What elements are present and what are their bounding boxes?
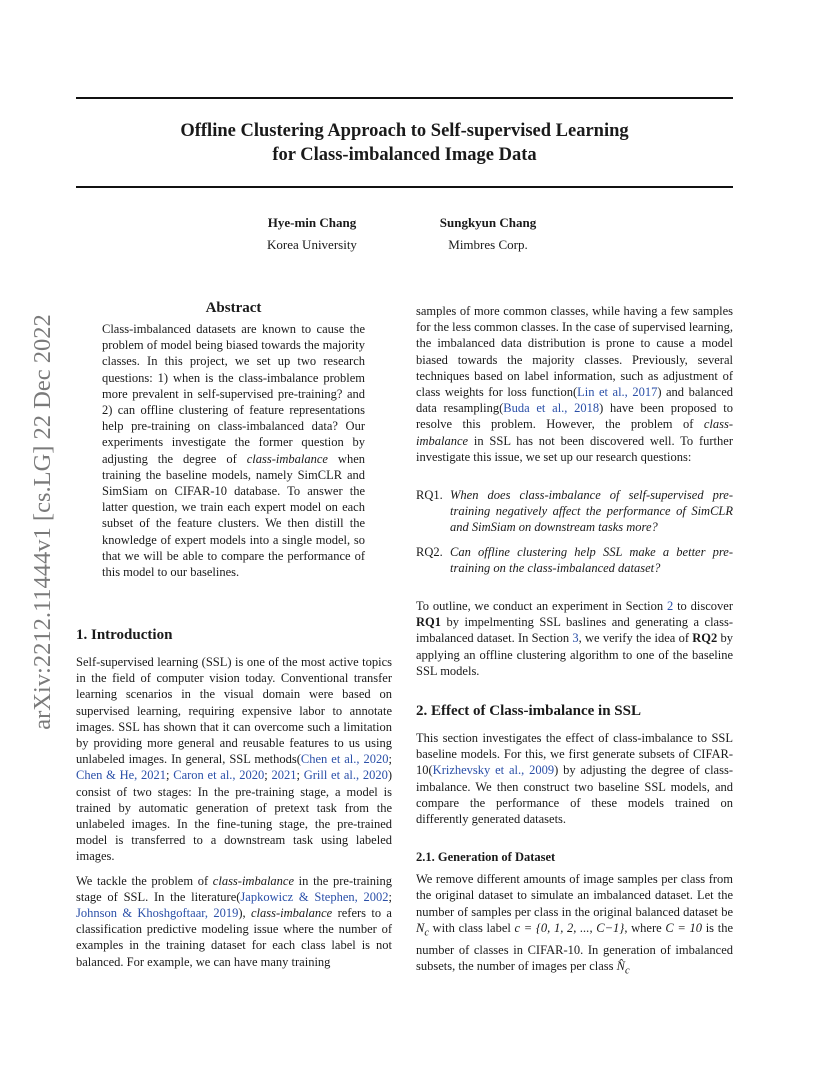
section-ref-link[interactable]: 3 <box>572 631 579 646</box>
author-affiliation: Mimbres Corp. <box>448 237 528 252</box>
intro-paragraph-1: Self-supervised learning (SSL) is one of the most active topics in the field of computer vision today. Conventional transfer learning scenarios in the visual domain were based on supervised learning, requiring expensive labor to annotate images. SSL has shown that it can overcome such a limitation by providing more general and reusable features to us using unlabeled images. In general, SSL methods(Chen et al., 2020; Chen & He, 2021; Caron et al., 2020; 2021; Grill et al., 2020) consist of two stages: In the pre-training stage, a model is trained by automatic generation of pretext task from the unlabeled images. In the fine-tuning stage, the pre-trained model is transferred to a downstream task using labeled images. <box>76 655 392 864</box>
author-block-1 <box>232 212 392 256</box>
citation-link[interactable]: Chen et al., 2020 <box>300 752 389 767</box>
author-affiliation: Korea University <box>267 237 357 252</box>
dataset-generation-paragraph: We remove different amounts of image samples per class from the original dataset to simulate an imbalanced dataset. Let the number of samples per class in the original balanced dataset be $N_c$ with class label c = {0, 1, 2, ..., C−1}, where C = 10 is the number of classes in CIFAR-10. In generation of imbalanced subsets, the number of images per class $N̂_c$ <box>416 872 733 977</box>
section-ref-link[interactable]: 2 <box>666 599 674 614</box>
citation-link[interactable]: Lin et al., 2017 <box>577 385 658 400</box>
title-rule-bottom <box>76 186 733 188</box>
title-line-1: Offline Clustering Approach to Self-supervised Learning <box>180 121 629 141</box>
author-name: Sungkyun Chang <box>439 215 537 230</box>
citation-link[interactable]: 2021 <box>271 768 297 783</box>
author-block-2 <box>408 212 568 256</box>
citation-link[interactable]: Japkowicz & Stephen, 2002 <box>240 889 389 904</box>
citation-link[interactable]: Johnson & Khoshgoftaar, 2019 <box>76 906 239 921</box>
left-column <box>76 625 392 970</box>
right-column <box>416 303 733 980</box>
research-question-1: RQ1. When does class-imbalance of self-supervised pre-training negatively affect the performance of SimCLR and SimSiam on downstream tasks more? <box>416 488 733 535</box>
section-heading-introduction: 1. Introduction <box>76 627 173 643</box>
subsection-heading-2-1: 2.1. Generation of Dataset <box>416 850 556 865</box>
abstract-heading: Abstract <box>205 300 262 316</box>
title-line-2: for Class-imbalanced Image Data <box>272 145 537 165</box>
title-rule-top <box>76 97 733 99</box>
section-2-paragraph: This section investigates the effect of class-imbalance to SSL baseline models. For this, we first generate subsets of CIFAR-10(Krizhevsky et al., 2009) by adjusting the degree of class-imbalance. We then construct two baseline SSL models, and compare the performance of these models trained on differently generated datasets. <box>416 731 733 827</box>
citation-link[interactable]: Grill et al., 2020 <box>303 768 388 783</box>
citation-link[interactable]: Buda et al., 2018 <box>503 401 600 416</box>
author-name: Hye-min Chang <box>267 215 357 230</box>
paper-title <box>76 119 733 167</box>
outline-paragraph: To outline, we conduct an experiment in Section 2 to discover RQ1 by impelmenting SSL baslines and generating a class-imbalanced dataset. In Section 3, we verify the idea of RQ2 by applying an offline clustering algorithm to one of the baseline SSL models. <box>416 599 733 678</box>
citation-link[interactable]: Caron et al., 2020 <box>173 768 265 783</box>
arxiv-identifier-stamp: arXiv:2212.11444v1 [cs.LG] 22 Dec 2022 <box>29 314 56 730</box>
intro-paragraph-2: We tackle the problem of class-imbalance in the pre-training stage of SSL. In the literature(Japkowicz & Stephen, 2002; Johnson & Khoshgoftaar, 2019), class-imbalance refers to a classification predictive modeling issue where the number of examples in the training dataset for each class label is not balanced. For example, we can have many training <box>76 873 392 969</box>
citation-link[interactable]: Krizhevsky et al., 2009 <box>432 763 555 778</box>
intro-paragraph-3: samples of more common classes, while having a few samples for the less common classes. In the case of supervised learning, the imbalanced data distribution is prone to cause a model biased towards the majority classes. Previously, several techniques based on label information, such as adjustment of class weights for loss function(Lin et al., 2017) and balanced data resampling(Buda et al., 2018) have been proposed to resolve this problem. However, the problem of class-imbalance in SSL has not been discovered well. To further investigate this issue, we set up our research questions: <box>416 304 733 464</box>
citation-link[interactable]: Chen & He, 2021 <box>76 768 167 783</box>
section-heading-2: 2. Effect of Class-imbalance in SSL <box>416 703 641 720</box>
research-question-2: RQ2. Can offline clustering help SSL make a better pre-training on the class-imbalanced dataset? <box>416 544 733 575</box>
abstract-text: Class-imbalanced datasets are known to cause the problem of model being biased towards the majority classes. In this project, we set up two research questions: 1) when is the class-imbalance problem more prevalent in self-supervised pre-training? and 2) can offline clustering of feature representations help pre-training on class-imbalanced data? Our experiments investigate the former question by adjusting the degree of class-imbalance when training the baseline models, namely SimCLR and SimSiam on CIFAR-10 database. To answer the latter question, we train each expert model on each subset of the feature clusters. We then distill the knowledge of expert models into a single model, so that we will be able to compare the performance of this model to our baselines. <box>102 322 366 580</box>
abstract <box>102 298 365 580</box>
